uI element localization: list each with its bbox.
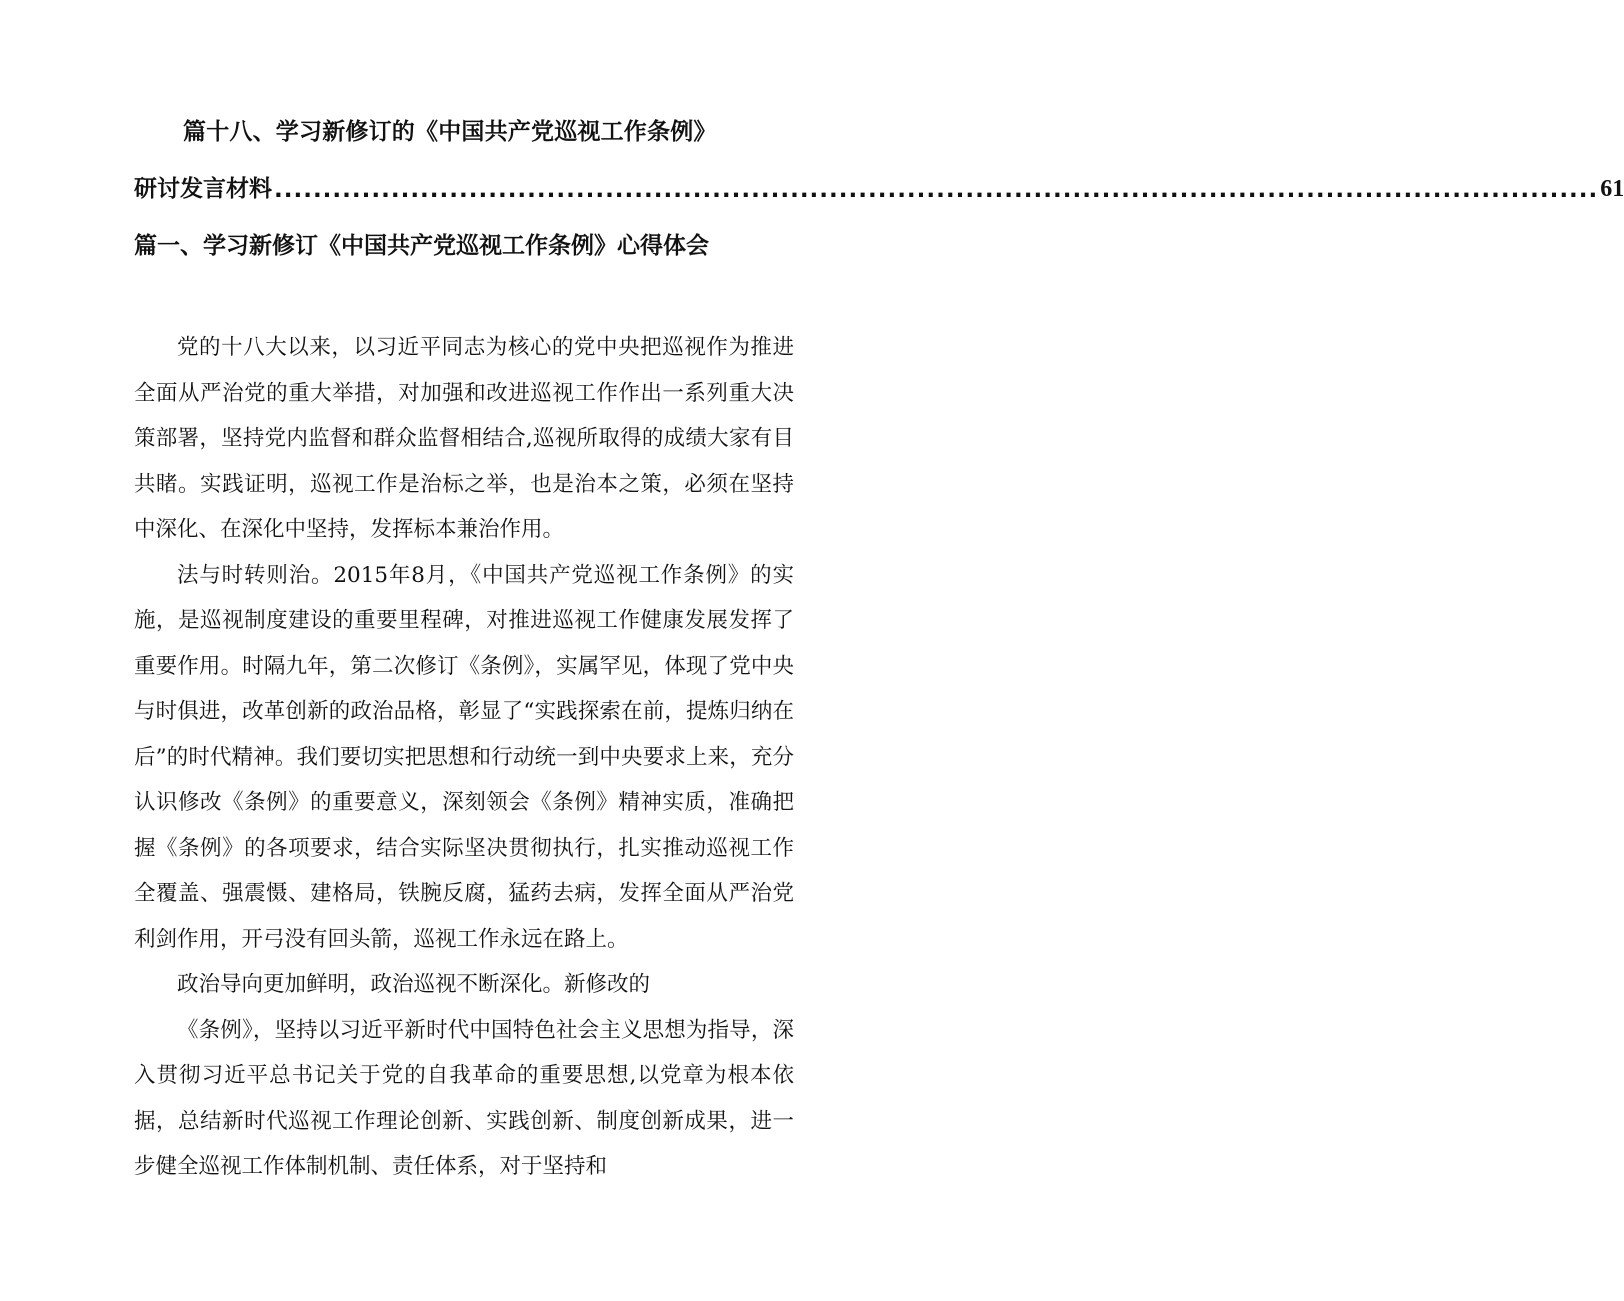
toc-page-number: 61 bbox=[1600, 176, 1624, 202]
paragraph: 法与时转则治。2015年8月，《中国共产党巡视工作条例》的实施，是巡视制度建设的重要里程碑，对推进巡视工作健康发展发挥了重要作用。时隔九年，第二次修订《条例》，实属罕见，体现了党中央与时俱进，改革创新的政治品格，彰显了“实践探索在前，提炼归纳在后”的时代精神。我们要切实把思想和行动统一到中央要求上来，充分认识修改《条例》的重要意义，深刻领会《条例》精神实质，准确把握《条例》的各项要求，结合实际坚决贯彻执行，扎实推动巡视工作全覆盖、强震慑、建格局，铁腕反腐，猛药去病，发挥全面从严治党利剑作用，开弓没有回头箭，巡视工作永远在路上。 bbox=[134, 562, 794, 952]
toc-entry-title-cont: 研讨发言材料 bbox=[134, 176, 272, 202]
section-heading: 篇一、学习新修订《中国共产党巡视工作条例》心得体会 bbox=[134, 233, 709, 259]
toc-leader-dots: ........................................................................................................................................ bbox=[274, 177, 1599, 203]
toc-entry-title: 篇十八、学习新修订的《中国共产党巡视工作条例》 bbox=[183, 119, 717, 145]
paragraph: 党的十八大以来，以习近平同志为核心的党中央把巡视作为推进全面从严治党的重大举措，对加强和改进巡视工作作出一系列重大决策部署，坚持党内监督和群众监督相结合,巡视所取得的成绩大家有目共睹。实践证明，巡视工作是治标之举，也是治本之策，必须在坚持中深化、在深化中坚持，发挥标本兼治作用。 bbox=[134, 335, 794, 542]
body-text bbox=[134, 325, 794, 1190]
toc-entry-continuation bbox=[134, 170, 1624, 203]
paragraph: 政治导向更加鲜明，政治巡视不断深化。新修改的 bbox=[177, 972, 651, 997]
paragraph: 《条例》，坚持以习近平新时代中国特色社会主义思想为指导，深入贯彻习近平总书记关于党的自我革命的重要思想,以党章为根本依据，总结新时代巡视工作理论创新、实践创新、制度创新成果，进一步健全巡视工作体制机制、责任体系，对于坚持和 bbox=[134, 1017, 794, 1179]
